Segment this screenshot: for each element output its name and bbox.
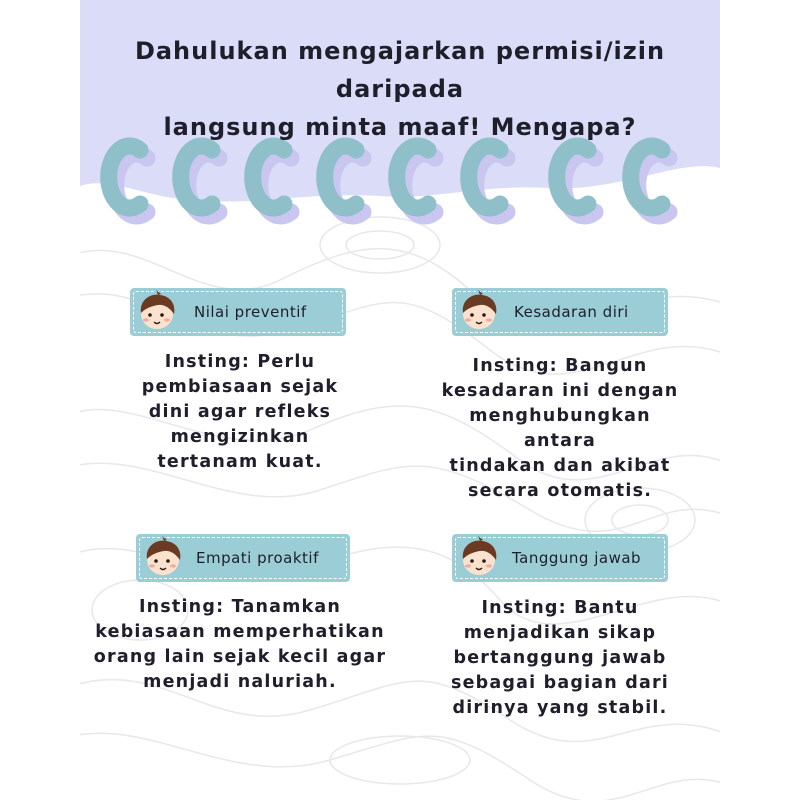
card-description: Insting: Bantu menjadikan sikap bertanggung jawab sebagai bagian dari dirinya yang stabil. xyxy=(450,598,670,718)
badge-empati-proaktif xyxy=(136,534,350,582)
badge-label: Nilai preventif xyxy=(194,303,307,321)
badge-kesadaran-diri xyxy=(452,288,668,336)
card-description: Insting: Tanamkan kebiasaan memperhatikan orang lain sejak kecil agar menjadi naluriah. xyxy=(93,597,387,692)
child-face-icon xyxy=(134,289,180,335)
child-face-icon xyxy=(456,289,502,335)
card-description: Insting: Bangun kesadaran ini dengan menghubungkan antara tindakan dan akibat secara otomatis. xyxy=(441,356,679,501)
badge-label: Empati proaktif xyxy=(196,549,319,567)
badge-nilai-preventif xyxy=(130,288,346,336)
page-title: Dahulukan mengajarkan permisi/izin daripada langsung minta maaf! Mengapa? xyxy=(134,37,666,141)
badge-label: Kesadaran diri xyxy=(514,303,629,321)
child-face-icon xyxy=(456,535,502,581)
badge-tanggung-jawab xyxy=(452,534,668,582)
badge-label: Tanggung jawab xyxy=(512,549,642,567)
child-face-icon xyxy=(140,535,186,581)
card-description: Insting: Perlu pembiasaan sejak dini agar refleks mengizinkan tertanam kuat. xyxy=(141,352,339,472)
poster xyxy=(80,0,720,800)
